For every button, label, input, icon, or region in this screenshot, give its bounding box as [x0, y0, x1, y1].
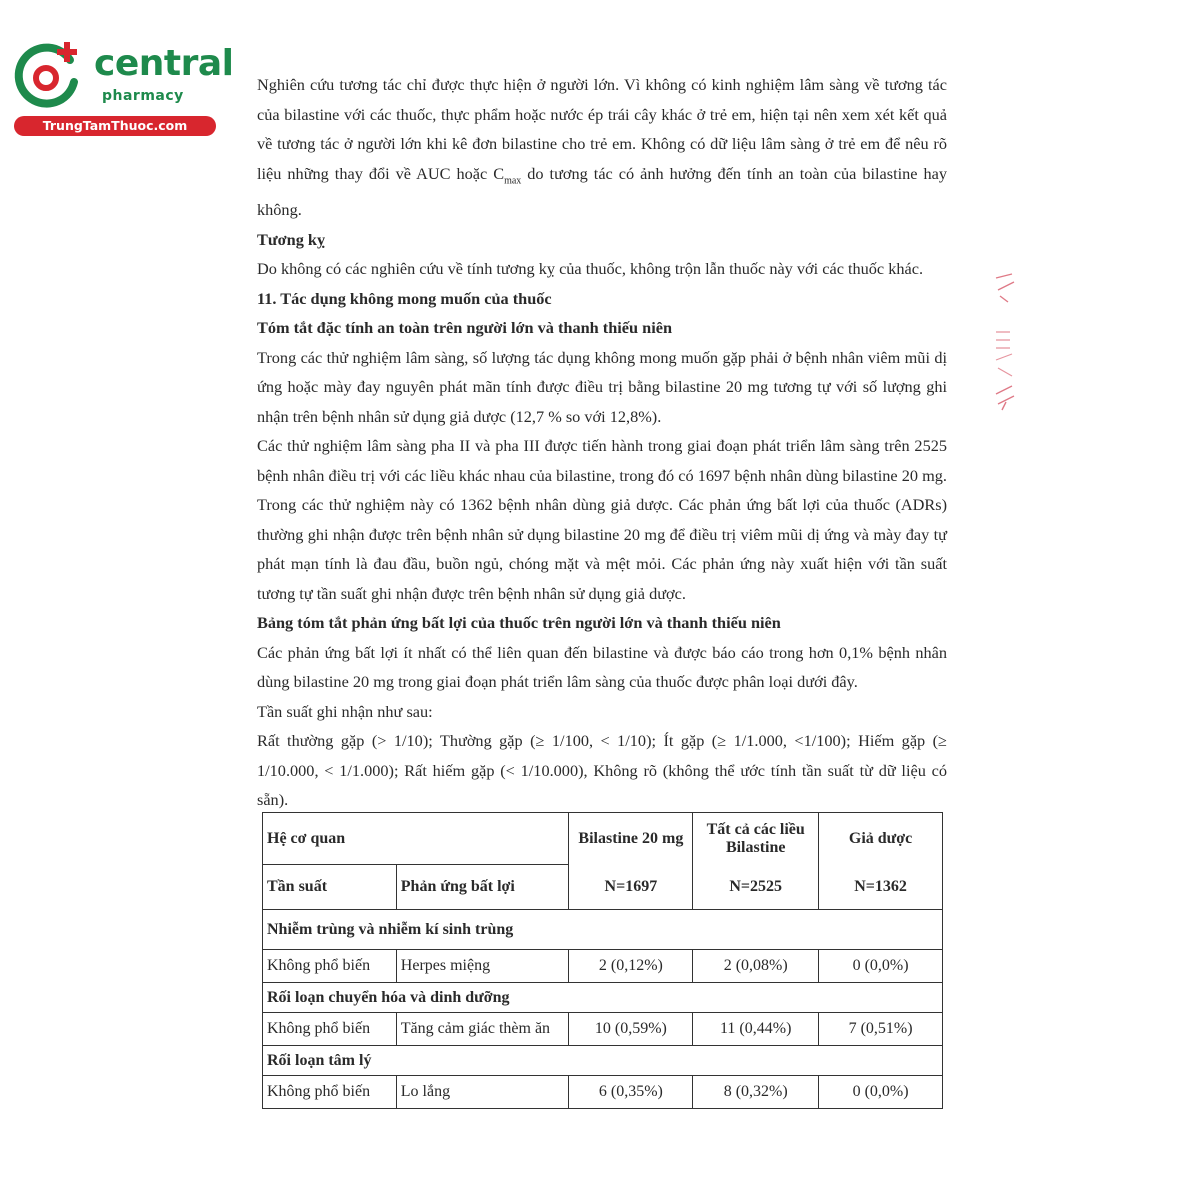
- table-header-row-1: [263, 813, 943, 865]
- heading-incompatibility: Tương kỵ: [257, 229, 326, 249]
- paragraph-safety-summary-2: Các thử nghiệm lâm sàng pha II và pha III được tiến hành trong giai đoạn phát triển lâm sàng trên 2525 bệnh nhân điều trị với các liều khác nhau của bilastine, trong đó có 1697 bệnh nhân dùng bilastine 20 mg. Trong các thử nghiệm này có 1362 bệnh nhân dùng giả dược. Các phản ứng bất lợi của thuốc (ADRs) thường ghi nhận được trên bệnh nhân sử dụng bilastine 20 mg để điều trị viêm mũi dị ứng và mày đay tự phát mạn tính là đau đầu, buồn ngủ, chóng mặt và mệt mỏi. Các phản ứng này xuất hiện với tần suất tương tự tần suất ghi nhận được trên bệnh nhân sử dụng giả dược.: [257, 436, 947, 603]
- header-col2-title: Tất cả các liều Bilastine: [693, 813, 819, 865]
- central-pharmacy-logo: [8, 36, 234, 136]
- cell-frequency: Không phổ biến: [263, 1013, 397, 1046]
- header-col1-title: Bilastine 20 mg: [569, 813, 693, 865]
- heading-safety-summary: Tóm tắt đặc tính an toàn trên người lớn và thanh thiếu niên: [257, 318, 672, 338]
- logo-website-banner: TrungTamThuoc.com: [14, 116, 216, 136]
- cell-frequency: Không phổ biến: [263, 950, 397, 983]
- partial-stamp: [990, 272, 1020, 422]
- table-group-row: [263, 983, 943, 1013]
- paragraph-frequency-definitions: Rất thường gặp (> 1/10); Thường gặp (≥ 1/100, < 1/10); Ít gặp (≥ 1/1.000, <1/100); Hiếm gặp (≥ 1/10.000, < 1/1.000); Rất hiếm gặp (< 1/10.000), Không rõ (không thể ước tính tần suất từ dữ liệu có sẵn).: [257, 731, 947, 810]
- paragraph-interaction: [257, 70, 947, 225]
- paragraph-incompatibility: Do không có các nghiên cứu về tính tương kỵ của thuốc, không trộn lẫn thuốc này với các thuốc khác.: [257, 259, 924, 279]
- header-frequency: Tần suất: [263, 865, 397, 910]
- adverse-reactions-table: [262, 812, 943, 1109]
- cell-all-doses: 2 (0,08%): [693, 950, 819, 983]
- paragraph-frequency-label: Tần suất ghi nhận như sau:: [257, 701, 433, 721]
- cell-reaction: Tăng cảm giác thèm ăn: [396, 1013, 569, 1046]
- group-name: Rối loạn chuyển hóa và dinh dưỡng: [263, 983, 943, 1013]
- table-group-row: [263, 910, 943, 950]
- paragraph-interaction-end: do tương tác có ảnh hưởng đến tính an toàn của bilastine hay không.: [257, 163, 947, 220]
- cell-placebo: 0 (0,0%): [819, 1076, 943, 1109]
- cell-all-doses: 11 (0,44%): [693, 1013, 819, 1046]
- header-organ-system: Hệ cơ quan: [263, 813, 569, 865]
- cell-placebo: 0 (0,0%): [819, 950, 943, 983]
- cell-reaction: Lo lắng: [396, 1076, 569, 1109]
- central-pharmacy-logo-icon: [12, 38, 84, 110]
- heading-adr-table: Bảng tóm tắt phản ứng bất lợi của thuốc trên người lớn và thanh thiếu niên: [257, 613, 781, 633]
- group-name: Nhiễm trùng và nhiễm kí sinh trùng: [263, 910, 943, 950]
- cell-bilastine-20mg: 2 (0,12%): [569, 950, 693, 983]
- document-body: [257, 70, 947, 815]
- header-adverse-reaction: Phản ứng bất lợi: [396, 865, 569, 910]
- header-col3-n: N=1362: [819, 865, 943, 910]
- table-row: [263, 1013, 943, 1046]
- paragraph-interaction-text: Nghiên cứu tương tác chỉ được thực hiện ở người lớn. Vì không có kinh nghiệm lâm sàng về tương tác của bilastine với các thuốc, thực phẩm hoặc nước ép trái cây khác ở trẻ em, hiện tại nên xem xét kết quả về tương tác ở người lớn khi kê đơn bilastine cho trẻ em. Không có dữ liệu lâm sàng ở trẻ em để nêu rõ liệu những thay đổi về AUC hoặc C: [257, 75, 947, 183]
- cmax-subscript: max: [504, 174, 522, 186]
- cell-all-doses: 8 (0,32%): [693, 1076, 819, 1109]
- header-col2-n: N=2525: [693, 865, 819, 910]
- paragraph-safety-summary-1: Trong các thử nghiệm lâm sàng, số lượng tác dụng không mong muốn gặp phải ở bệnh nhân viêm mũi dị ứng hoặc mày đay nguyên phát mãn tính được điều trị bằng bilastine 20 mg tương tự với số lượng ghi nhận trên bệnh nhân sử dụng giả dược (12,7 % so với 12,8%).: [257, 347, 947, 426]
- cell-placebo: 7 (0,51%): [819, 1013, 943, 1046]
- logo-wordmark: central: [94, 43, 234, 84]
- table-header-row-2: [263, 865, 943, 910]
- header-col3-title: Giả dược: [819, 813, 943, 865]
- logo-tagline: pharmacy: [102, 88, 184, 104]
- cell-bilastine-20mg: 6 (0,35%): [569, 1076, 693, 1109]
- table-row: [263, 1076, 943, 1109]
- cell-bilastine-20mg: 10 (0,59%): [569, 1013, 693, 1046]
- header-col1-n: N=1697: [569, 865, 693, 910]
- group-name: Rối loạn tâm lý: [263, 1046, 943, 1076]
- cell-reaction: Herpes miệng: [396, 950, 569, 983]
- heading-section-11: 11. Tác dụng không mong muốn của thuốc: [257, 288, 552, 308]
- cell-frequency: Không phổ biến: [263, 1076, 397, 1109]
- table-group-row: [263, 1046, 943, 1076]
- table-row: [263, 950, 943, 983]
- paragraph-table-intro: Các phản ứng bất lợi ít nhất có thể liên quan đến bilastine và được báo cáo trong hơn 0,1% bệnh nhân dùng bilastine 20 mg trong giai đoạn phát triển lâm sàng của thuốc được phân loại dưới đây.: [257, 642, 947, 692]
